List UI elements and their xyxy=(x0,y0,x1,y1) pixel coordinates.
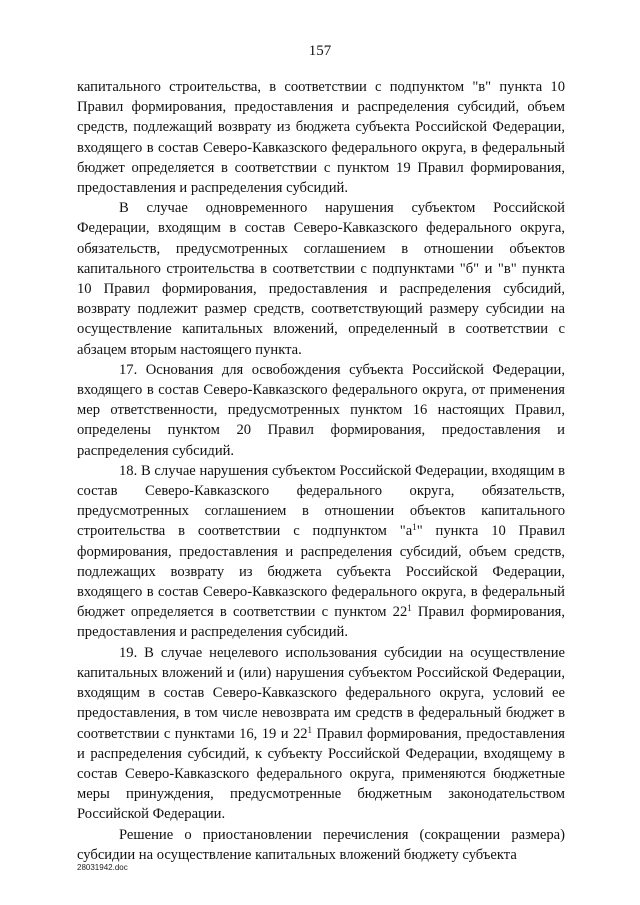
paragraph-text: Решение о приостановлении перечисления (сокращении размера) субсидии на осуществление капитальных вложений бюджету субъекта xyxy=(77,826,565,863)
paragraph-text: В случае одновременного нарушения субъектом Российской Федерации, входящим в состав Северо-Кавказского федерального округа, обязательств, предусмотренных соглашением в отношении объектов капитального строительства в соответствии с подпунктами "б" и "в" пункта 10 Правил формирования, предоставления и распределения субсидий, возврату подлежит размер средств, соответствующий размеру субсидии на осуществление капитальных вложений, определенный в соответствии с абзацем вторым настоящего пункта. xyxy=(77,200,565,358)
superscript: 1 xyxy=(412,522,417,533)
superscript: 1 xyxy=(307,724,313,735)
footer-file-name: 28031942.doc xyxy=(77,863,128,872)
paragraph-text: " пункта 10 Правил формирования, предоставления и распределения субсидий, объем средств, подлежащих возврату из бюджета субъекта Российской Федерации, входящего в состав Северо-Кавказского федерального округа, в федеральный бюджет определяется в соответствии с пунктом 22 xyxy=(77,523,565,621)
paragraph-19 xyxy=(77,643,565,825)
paragraph-18 xyxy=(77,461,565,643)
paragraph-continuation xyxy=(77,77,565,198)
paragraph-text: капитального строительства, в соответствии с подпунктом "в" пункта 10 Правил формирования, предоставления и распределения субсидий, объем средств, подлежащий возврату из бюджета субъекта Российской Федерации, входящего в состав Северо-Кавказского федерального округа, в федеральный бюджет определяется в соответствии с пунктом 19 Правил формирования, предоставления и распределения субсидий. xyxy=(77,79,565,197)
paragraph-simultaneous-violation xyxy=(77,198,565,360)
paragraph-text: 19. В случае нецелевого использования субсидии на осуществление капитальных вложений и (или) нарушения субъектом Российской Федерации, входящим в состав Северо-Кавказского федерального округа, условий ее предоставления, в том числе невозврата им средств в федеральный бюджет в соответствии с пунктами 16, 19 и 22 xyxy=(77,644,565,742)
page-number: 157 xyxy=(308,43,332,59)
paragraph-text: Правил формирования, предоставления и распределения субсидий, к субъекту Российской Федерации, входящему в состав Северо-Кавказского федерального округа, применяются бюджетные меры принуждения, предусмотренные бюджетным законодательством Российской Федерации. xyxy=(77,725,565,823)
superscript: 1 xyxy=(407,603,412,614)
paragraph-text: 18. В случае нарушения субъектом Российской Федерации, входящим в состав Северо-Кавказского федерального округа, обязательств, предусмотренных соглашением в отношении объектов капитального строительства в соответствии с подпунктом "а xyxy=(77,462,565,540)
paragraph-text: Правил формирования, предоставления и распределения субсидий. xyxy=(77,604,566,641)
document-body xyxy=(77,77,565,865)
paragraph-suspension-decision xyxy=(77,825,565,865)
paragraph-17 xyxy=(77,360,565,461)
paragraph-text: 17. Основания для освобождения субъекта Российской Федерации, входящего в состав Северо-Кавказского федерального округа, от применения мер ответственности, предусмотренных пунктом 16 настоящих Правил, определены пунктом 20 Правил формирования, предоставления и распределения субсидий. xyxy=(77,361,565,459)
